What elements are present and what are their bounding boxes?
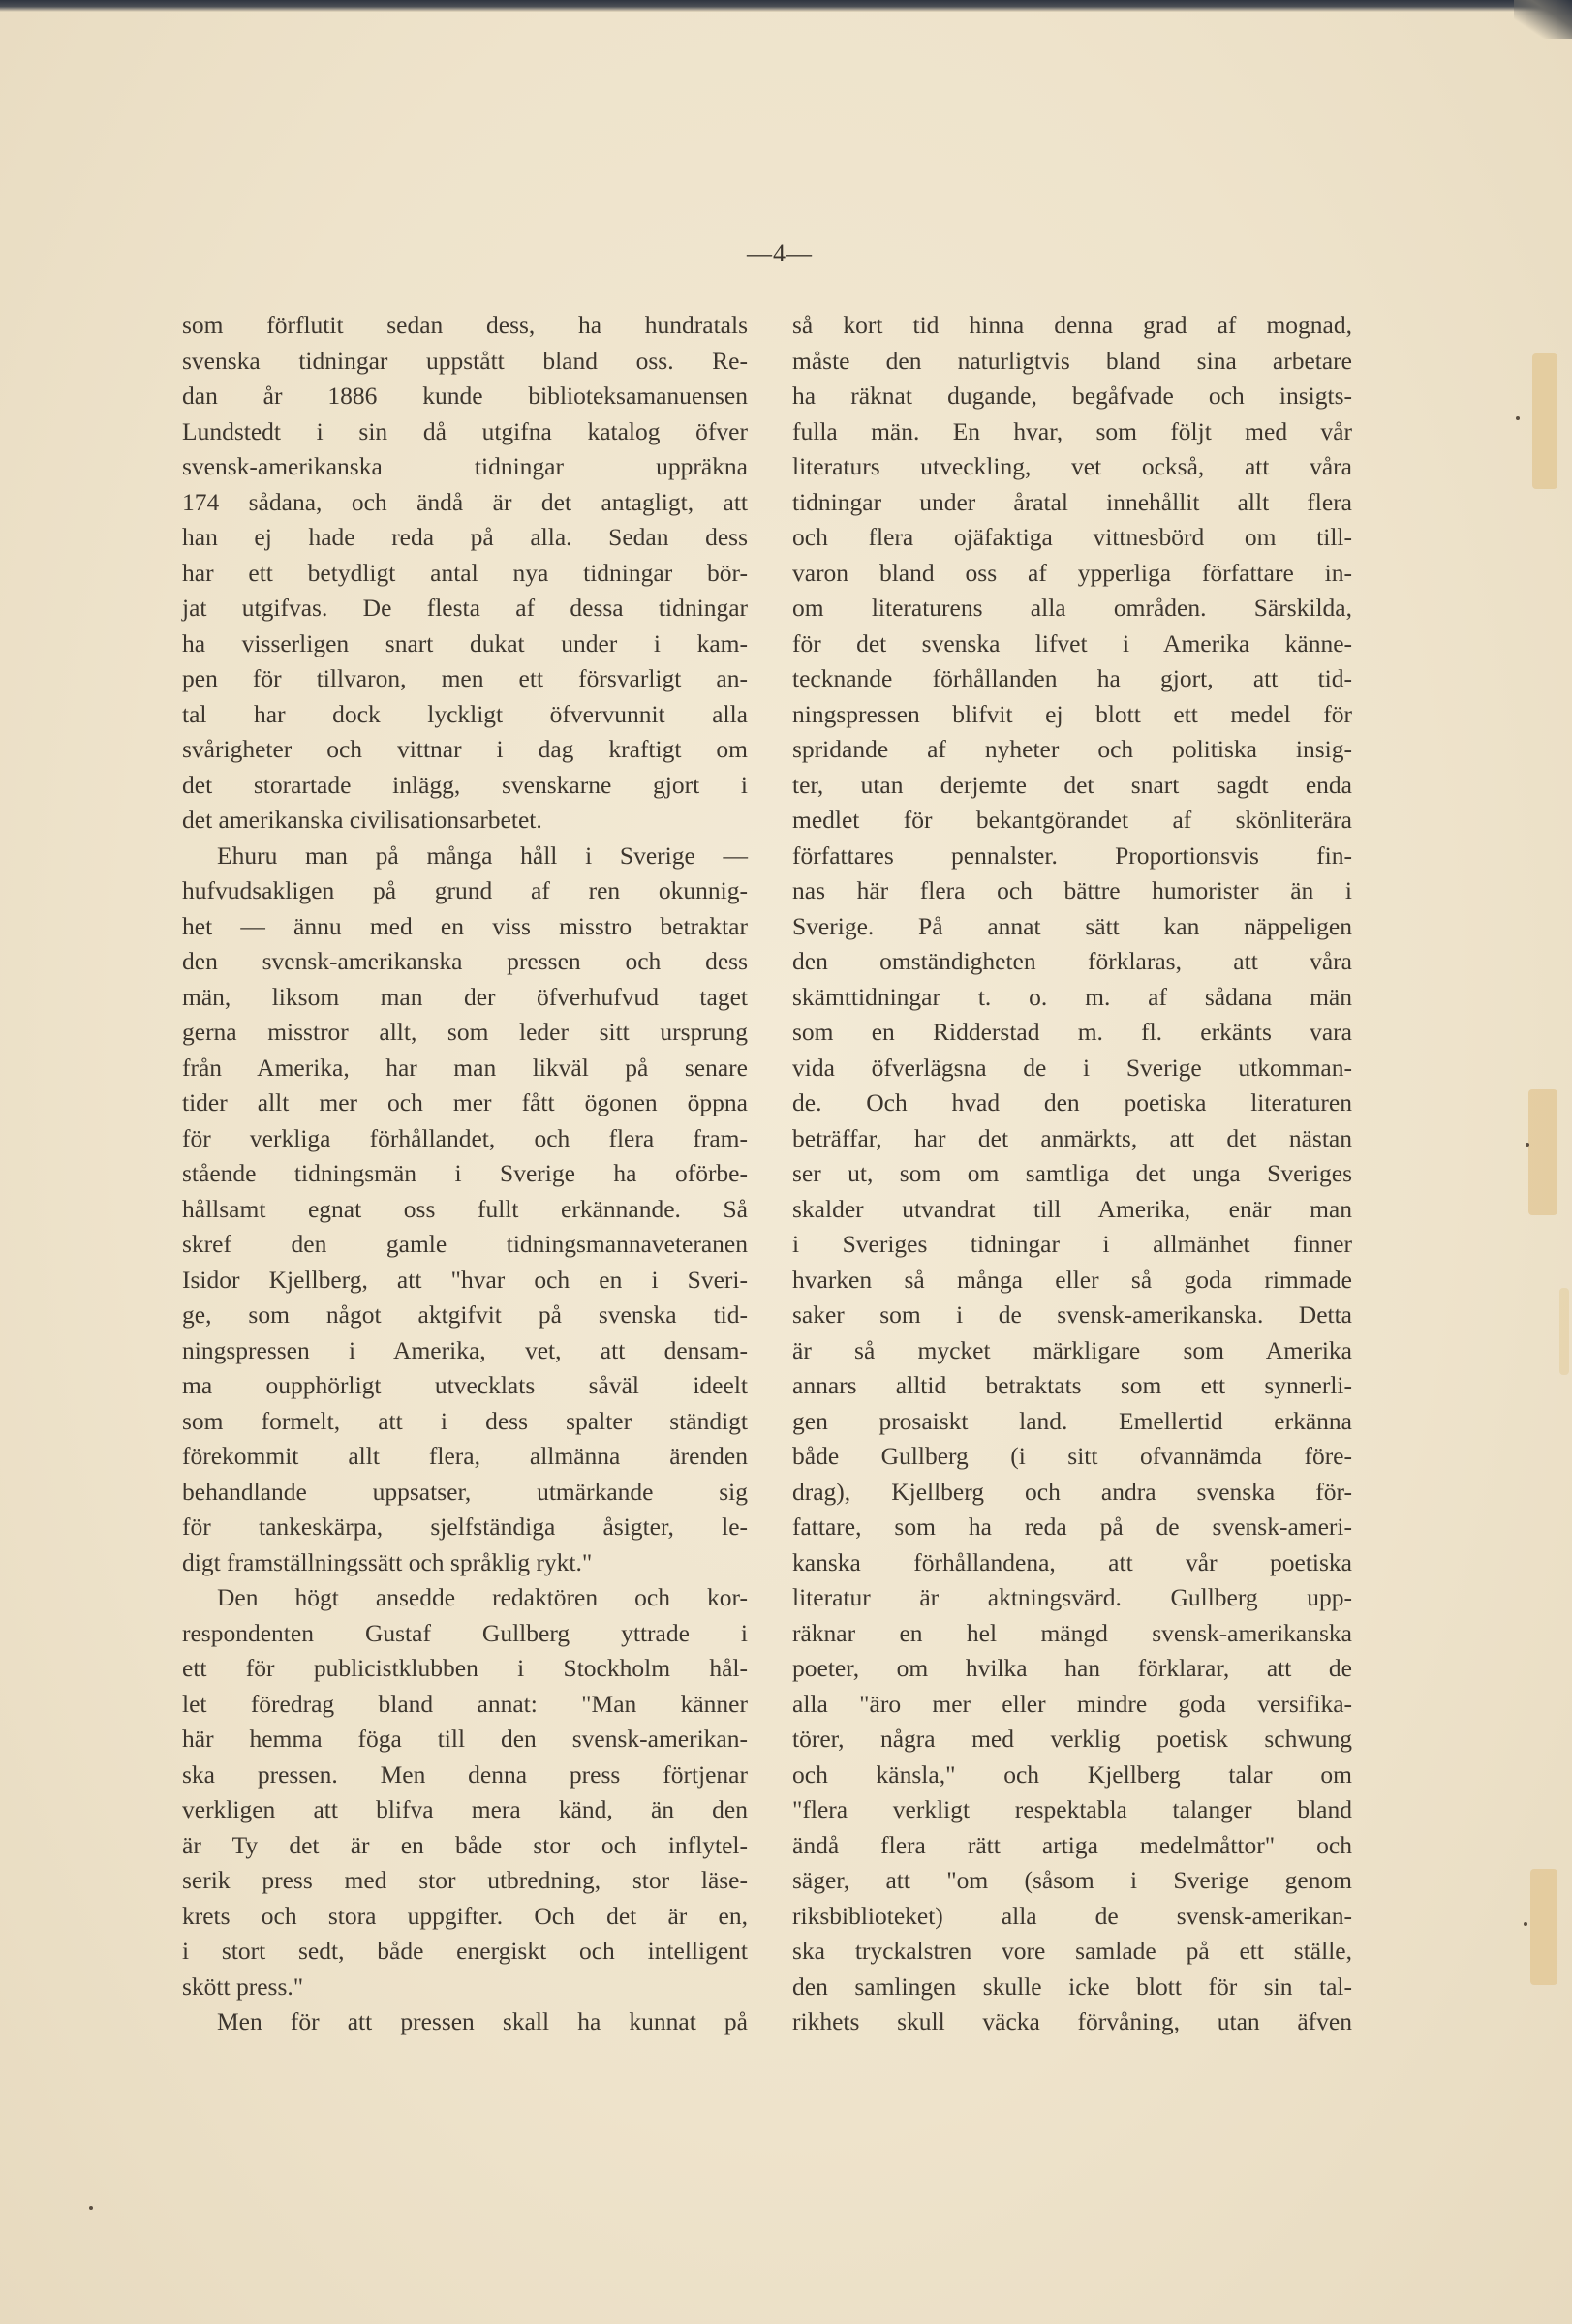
paper-stain — [1530, 1869, 1557, 1985]
text-line: för det svenska lifvet i Amerika känne- — [792, 628, 1352, 657]
text-line: drag), Kjellberg och andra svenska för- — [792, 1477, 1352, 1506]
text-line: stående tidningsmän i Sverige ha oförbe- — [182, 1159, 748, 1187]
text-line: författares pennalster. Proportionsvis fin- — [792, 841, 1352, 870]
text-line: som förflutit sedan dess, ha hundratals — [182, 311, 748, 339]
text-line: skött press." — [182, 1972, 304, 2001]
text-line: måste den naturligtvis bland sina arbetare — [792, 346, 1352, 375]
text-line: både Gullberg (i sitt ofvannämda före- — [792, 1442, 1352, 1470]
text-line: hvarken så många eller så goda rimmade — [792, 1265, 1352, 1294]
text-line: den omständigheten förklaras, att våra — [792, 947, 1352, 975]
text-line: het — ännu med en viss misstro betraktar — [182, 911, 748, 940]
text-line: han ej hade reda på alla. Sedan dess — [182, 523, 748, 551]
text-line: "flera verkligt respektabla talanger bland — [792, 1795, 1352, 1823]
ink-speck — [89, 2206, 93, 2210]
page-top-edge — [0, 0, 1572, 12]
text-line: den svensk-amerikanska pressen och dess — [182, 947, 748, 975]
right-text-column — [792, 308, 1352, 2040]
text-line: skämttidningar t. o. m. af sådana män — [792, 982, 1352, 1011]
text-line: literatur är aktningsvärd. Gullberg upp- — [792, 1583, 1352, 1611]
text-line: i Sveriges tidningar i allmänhet finner — [792, 1230, 1352, 1258]
text-line: literaturs utveckling, vet också, att våra — [792, 452, 1352, 480]
text-line: riksbiblioteket) alla de svensk-amerikan- — [792, 1901, 1352, 1930]
ink-speck — [1516, 416, 1520, 420]
text-line: säger, att "om (såsom i Sverige genom — [792, 1866, 1352, 1894]
page-corner-shadow — [1514, 0, 1572, 39]
text-line: och flera ojäfaktiga vittnesbörd om till- — [792, 523, 1352, 551]
text-line: behandlande uppsatser, utmärkande sig — [182, 1477, 748, 1506]
text-line: medlet för bekantgörandet af skönliterära — [792, 806, 1352, 834]
text-line: fulla män. En hvar, som följt med vår — [792, 416, 1352, 445]
text-line: den samlingen skulle icke blott för sin tal- — [792, 1972, 1352, 2001]
text-line: ningspressen i Amerika, vet, att densam- — [182, 1335, 748, 1364]
text-line: ska tryckalstren vore samlade på ett ställe, — [792, 1937, 1352, 1965]
text-line: spridande af nyheter och politiska insig- — [792, 735, 1352, 763]
text-line: tal har dock lyckligt öfvervunnit alla — [182, 699, 748, 728]
text-line: för tankeskärpa, sjelfständiga åsigter, le- — [182, 1513, 748, 1541]
text-line: 174 sådana, och ändå är det antagligt, att — [182, 487, 748, 516]
text-line: verkligen att blifva mera känd, än den — [182, 1795, 748, 1823]
text-line: om literaturens alla områden. Särskilda, — [792, 594, 1352, 622]
text-line: män, liksom man der öfverhufvud taget — [182, 982, 748, 1011]
text-line: ha räknat dugande, begåfvade och insigts- — [792, 382, 1352, 410]
paper-stain — [1532, 353, 1557, 489]
text-line: gen prosaiskt land. Emellertid erkänna — [792, 1406, 1352, 1435]
text-line: från Amerika, har man likväl på senare — [182, 1053, 748, 1082]
text-line: ska pressen. Men denna press förtjenar — [182, 1759, 748, 1789]
text-line: alla "äro mer eller mindre goda versifika- — [792, 1689, 1352, 1718]
text-line: let föredrag bland annat: "Man känner — [182, 1689, 748, 1718]
text-line: ge, som något aktgifvit på svenska tid- — [182, 1300, 748, 1329]
text-line: poeter, om hvilka han förklarar, att de — [792, 1654, 1352, 1682]
text-line: svenska tidningar uppstått bland oss. Re- — [182, 346, 748, 375]
ink-speck — [1526, 1143, 1529, 1147]
text-line: vida öfverlägsna de i Sverige utkomman- — [792, 1053, 1352, 1082]
text-line: och känsla," och Kjellberg talar om — [792, 1759, 1352, 1789]
page-number: —4— — [747, 239, 813, 267]
paper-stain — [1559, 1288, 1569, 1375]
text-line: fattare, som ha reda på de svensk-ameri- — [792, 1513, 1352, 1541]
text-line: nas här flera och bättre humorister än i — [792, 876, 1352, 904]
text-line: annars alltid betraktats som ett synnerli- — [792, 1371, 1352, 1399]
text-line: jat utgifvas. De flesta af dessa tidningar — [182, 594, 748, 622]
text-line: digt framställningssätt och språklig rykt." — [182, 1547, 593, 1576]
text-line: ser ut, som om samtliga det unga Sveriges — [792, 1159, 1352, 1187]
left-text-column — [182, 308, 748, 2040]
text-line: förekommit allt flera, allmänna ärenden — [182, 1442, 748, 1470]
text-line: rikhets skull väcka förvåning, utan äfven — [792, 2007, 1352, 2035]
text-line: ha visserligen snart dukat under i kam- — [182, 628, 748, 657]
text-line: beträffar, har det anmärkts, att det nästan — [792, 1123, 1352, 1152]
text-line: räknar en hel mängd svensk-amerikanska — [792, 1618, 1352, 1647]
text-line: tider allt mer och mer fått ögonen öppna — [182, 1088, 748, 1116]
text-line: Men för att pressen skall ha kunnat på — [217, 2007, 748, 2035]
text-line: gerna misstror allt, som leder sitt ursprung — [182, 1018, 748, 1046]
text-line: krets och stora uppgifter. Och det är en, — [182, 1901, 748, 1930]
text-line: pen för tillvaron, men ett försvarligt an- — [182, 664, 748, 692]
text-line: i stort sedt, både energiskt och intelligent — [182, 1937, 748, 1965]
text-line: saker som i de svensk-amerikanska. Detta — [792, 1300, 1352, 1329]
text-line: ningspressen blifvit ej blott ett medel för — [792, 699, 1352, 728]
text-line: som formelt, att i dess spalter ständigt — [182, 1406, 748, 1435]
text-line: är Ty det är en både stor och inflytel- — [182, 1830, 748, 1859]
ink-speck — [1524, 1922, 1527, 1926]
text-line: här hemma föga till den svensk-amerikan- — [182, 1725, 748, 1753]
text-line: dan år 1886 kunde biblioteksamanuensen — [182, 382, 748, 410]
paper-stain — [1528, 1089, 1557, 1215]
text-line: det amerikanska civilisationsarbetet. — [182, 806, 542, 834]
text-line: törer, några med verklig poetisk schwung — [792, 1725, 1352, 1753]
text-line: skref den gamle tidningsmannaveteranen — [182, 1230, 748, 1258]
text-line: för verkliga förhållandet, och flera fram- — [182, 1123, 748, 1152]
text-line: ma oupphörligt utvecklats såväl ideelt — [182, 1371, 748, 1399]
text-line: skalder utvandrat till Amerika, enär man — [792, 1194, 1352, 1223]
text-line: Ehuru man på många håll i Sverige — — [217, 841, 748, 870]
text-line: ett för publicistklubben i Stockholm hål- — [182, 1654, 748, 1682]
text-line: som en Ridderstad m. fl. erkänts vara — [792, 1018, 1352, 1046]
text-line: tidningar under åratal innehållit allt flera — [792, 487, 1352, 516]
text-line: svensk-amerikanska tidningar uppräkna — [182, 452, 748, 480]
text-line: Isidor Kjellberg, att "hvar och en i Sveri- — [182, 1265, 748, 1294]
text-line: så kort tid hinna denna grad af mognad, — [792, 311, 1352, 339]
text-line: ändå flera rätt artiga medelmåttor" och — [792, 1830, 1352, 1859]
text-line: kanska förhållandena, att vår poetiska — [792, 1547, 1352, 1576]
text-line: är så mycket märkligare som Amerika — [792, 1335, 1352, 1364]
text-line: svårigheter och vittnar i dag kraftigt om — [182, 735, 748, 763]
text-line: ter, utan derjemte det snart sagdt enda — [792, 770, 1352, 799]
text-line: hufvudsakligen på grund af ren okunnig- — [182, 876, 748, 904]
text-line: respondenten Gustaf Gullberg yttrade i — [182, 1618, 748, 1647]
text-line: varon bland oss af ypperliga författare in- — [792, 558, 1352, 587]
text-line: Den högt ansedde redaktören och kor- — [217, 1583, 748, 1611]
text-line: det storartade inlägg, svenskarne gjort i — [182, 770, 748, 799]
text-line: tecknande förhållanden ha gjort, att tid- — [792, 664, 1352, 692]
text-line: Lundstedt i sin då utgifna katalog öfver — [182, 416, 748, 445]
text-line: serik press med stor utbredning, stor läse- — [182, 1866, 748, 1894]
text-line: hållsamt egnat oss fullt erkännande. Så — [182, 1194, 748, 1223]
text-line: de. Och hvad den poetiska literaturen — [792, 1088, 1352, 1116]
text-line: har ett betydligt antal nya tidningar bör- — [182, 558, 748, 587]
text-line: Sverige. På annat sätt kan näppeligen — [792, 911, 1352, 940]
